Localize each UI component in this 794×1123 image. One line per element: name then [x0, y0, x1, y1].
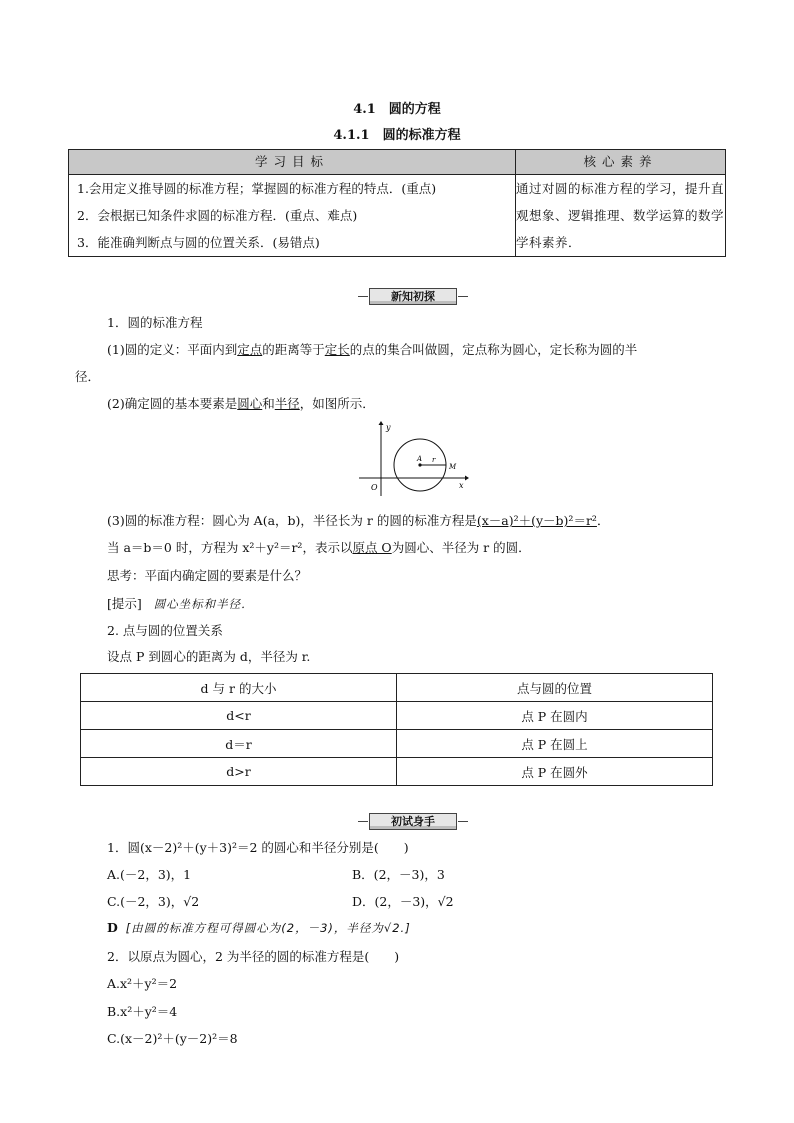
- think-question: 思考：平面内确定圆的要素是什么？: [107, 568, 308, 583]
- fill-blank: 定长: [324, 342, 350, 357]
- objectives-table: [68, 149, 726, 257]
- table-row: [81, 758, 713, 786]
- fill-blank: 定点: [237, 342, 263, 357]
- table-cell: d<r: [81, 702, 397, 730]
- option-q1-d: D．(2，－3)，√2: [352, 894, 454, 909]
- option-q1-c: C.(－2，3)，√2: [107, 894, 200, 909]
- section-title: 4.1 圆的方程: [353, 102, 441, 117]
- text: (2)确定圆的基本要素是: [107, 396, 238, 411]
- goal-item: 1.会用定义推导圆的标准方程；掌握圆的标准方程的特点．(重点): [77, 181, 437, 196]
- option-q1-a: A.(－2，3)，1: [107, 867, 192, 882]
- table-header-cell: d 与 r 的大小: [81, 674, 397, 702]
- origin-label: O: [371, 483, 378, 492]
- text: 为圆心、半径为 r 的圆．: [391, 540, 531, 555]
- objectives-header: 学习目标: [69, 150, 516, 175]
- answer-letter: D: [107, 920, 118, 935]
- point-m-label: M: [449, 463, 457, 471]
- y-arrow-icon: [379, 421, 384, 425]
- literacy-cell: 通过对圆的标准方程的学习，提升直观想象、逻辑推理、数学运算的数学学科素养．: [516, 175, 726, 257]
- table-header-row: [81, 674, 713, 702]
- elements-line: [107, 394, 375, 412]
- goal-item: 2．会根据已知条件求圆的标准方程．(重点、难点): [77, 208, 358, 223]
- table-cell: 点 P 在圆外: [397, 758, 713, 786]
- fill-blank: (x－a)²＋(y－b)²＝r²: [476, 513, 597, 528]
- option-q2-c: C.(x－2)²＋(y－2)²＝8: [107, 1031, 238, 1046]
- answer-q1: [107, 920, 411, 936]
- x-label: x: [459, 481, 464, 490]
- table-row: [81, 702, 713, 730]
- section-badge-try: 初试身手: [369, 813, 457, 830]
- question-1: 1．圆(x－2)²＋(y＋3)²＝2 的圆心和半径分别是( ): [107, 840, 409, 855]
- table-cell: 点 P 在圆上: [397, 730, 713, 758]
- hint-line: [107, 594, 254, 612]
- definition-line-end: 径．: [75, 369, 101, 384]
- subsection-title: 4.1.1 圆的标准方程: [333, 128, 461, 143]
- option-q2-b: B.x²＋y²＝4: [107, 1004, 178, 1019]
- option-q2-a: A.x²＋y²＝2: [107, 976, 178, 991]
- table-cell: d>r: [81, 758, 397, 786]
- text: 的点的集合叫做圆，定点称为圆心，定长称为圆的半: [349, 342, 638, 357]
- literacy-header: 核心素养: [516, 150, 726, 175]
- text: ．: [596, 513, 610, 528]
- fill-blank: 圆心: [237, 396, 263, 411]
- origin-case-line: [107, 538, 531, 556]
- goal-item: 3．能准确判断点与圆的位置关系．(易错点): [77, 235, 320, 250]
- standard-equation-line: [107, 511, 609, 529]
- option-q1-b: B．(2，－3)，3: [352, 867, 445, 882]
- table-cell: d＝r: [81, 730, 397, 758]
- text: 的距离等于: [262, 342, 325, 357]
- circle-figure: [355, 420, 470, 498]
- hint-text: 圆心坐标和半径．: [153, 597, 254, 611]
- radius-label: r: [432, 456, 436, 464]
- definition-line: [107, 340, 637, 358]
- fill-blank: 原点 O: [352, 540, 392, 555]
- center-label: A: [417, 455, 423, 463]
- y-label: y: [386, 423, 391, 432]
- text: 当 a＝b＝0 时，方程为 x²＋y²＝r²，表示以: [107, 540, 353, 555]
- position-table: [80, 673, 713, 786]
- heading-standard-equation: 1．圆的标准方程: [107, 315, 203, 330]
- fill-blank: 半径: [274, 396, 300, 411]
- text: 和: [262, 396, 275, 411]
- objectives-cell: [69, 175, 516, 257]
- text: (3)圆的标准方程：圆心为 A(a，b)，半径长为 r 的圆的标准方程是: [107, 513, 477, 528]
- table-row: [81, 730, 713, 758]
- table-header-cell: 点与圆的位置: [397, 674, 713, 702]
- section-badge-new: 新知初探: [369, 288, 457, 305]
- table-cell: 点 P 在圆内: [397, 702, 713, 730]
- hint-label: [提示]: [107, 596, 142, 611]
- text: ，如图所示．: [299, 396, 375, 411]
- setup-line: 设点 P 到圆心的距离为 d，半径为 r.: [107, 649, 311, 664]
- question-2: 2．以原点为圆心，2 为半径的圆的标准方程是( ): [107, 949, 400, 964]
- text: (1)圆的定义：平面内到: [107, 342, 238, 357]
- answer-explanation: [由圆的标准方程可得圆心为(2，－3)，半径为√2.]: [125, 921, 411, 935]
- heading-point-circle: 2. 点与圆的位置关系: [107, 623, 223, 638]
- x-arrow-icon: [465, 476, 469, 481]
